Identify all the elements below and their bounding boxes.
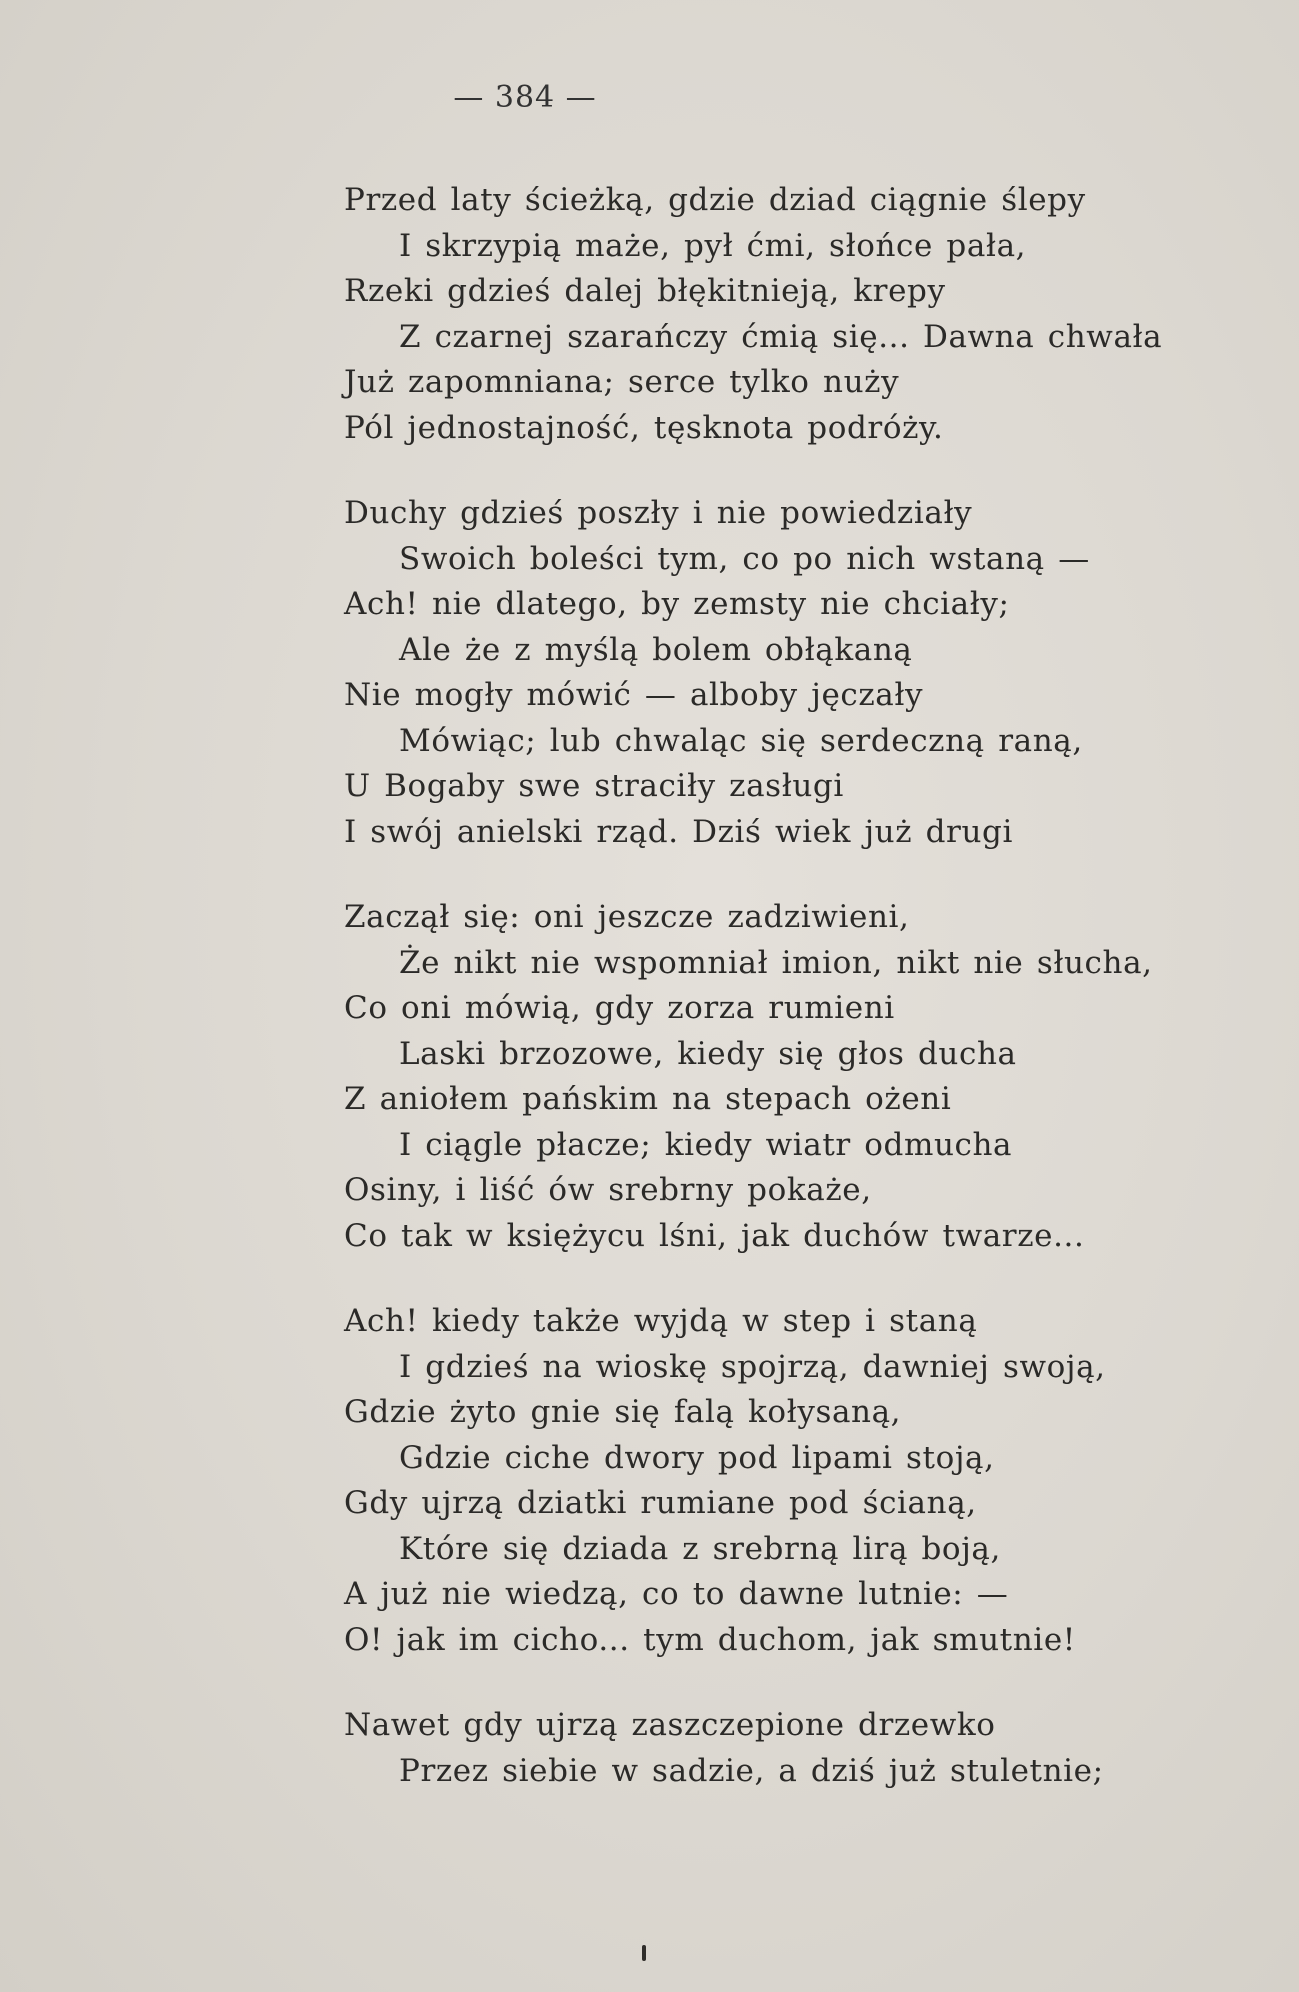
verse-line: Swoich boleści tym, co po nich wstaną —	[399, 540, 1090, 577]
stanza	[344, 1703, 1284, 1794]
stanza	[344, 178, 1284, 451]
page-number: — 384 —	[453, 80, 597, 115]
verse-line: Ach! nie dlatego, by zemsty nie chciały;	[344, 586, 1010, 622]
stanza	[344, 895, 1284, 1259]
verse-line: Pól jednostajność, tęsknota podróży.	[344, 409, 944, 446]
verse-line: Że nikt nie wspomniał imion, nikt nie słucha,	[399, 944, 1153, 981]
verse-line: Które się dziada z srebrną lirą boją,	[399, 1530, 1001, 1567]
verse-line: Nawet gdy ujrzą zaszczepione drzewko	[344, 1707, 996, 1743]
printer-mark	[642, 1945, 646, 1961]
verse-line: Gdzie żyto gnie się falą kołysaną,	[344, 1394, 902, 1430]
verse-line: I skrzypią maże, pył ćmi, słońce pała,	[399, 227, 1027, 264]
verse-line: Nie mogły mówić — alboby jęczały	[344, 677, 924, 713]
verse-line: Z aniołem pańskim na stepach ożeni	[344, 1081, 952, 1117]
verse-line: Z czarnej szarańczy ćmią się... Dawna chwała	[399, 318, 1163, 355]
verse-line: Osiny, i liść ów srebrny pokaże,	[344, 1172, 872, 1208]
verse-line: Mówiąc; lub chwaląc się serdeczną raną,	[399, 722, 1083, 759]
verse-line: I ciągle płacze; kiedy wiatr odmucha	[399, 1126, 1013, 1163]
verse-line: Już zapomniana; serce tylko nuży	[344, 364, 900, 400]
verse-line: Duchy gdzieś poszły i nie powiedziały	[344, 495, 973, 531]
verse-line: I gdzieś na wioskę spojrzą, dawniej swoją,	[399, 1348, 1106, 1385]
verse-line: U Bogaby swe straciły zasługi	[344, 768, 844, 804]
verse-line: Co tak w księżycu lśni, jak duchów twarze...	[344, 1217, 1085, 1254]
verse-line: Gdzie ciche dwory pod lipami stoją,	[399, 1439, 995, 1476]
verse-line: O! jak im cicho... tym duchom, jak smutnie!	[344, 1621, 1076, 1658]
verse-line: Gdy ujrzą dziatki rumiane pod ścianą,	[344, 1485, 977, 1521]
verse-line: Laski brzozowe, kiedy się głos ducha	[399, 1035, 1017, 1072]
stanza	[344, 1299, 1284, 1663]
stanza	[344, 491, 1284, 855]
poem-body	[344, 178, 1284, 1794]
verse-line: Przed laty ścieżką, gdzie dziad ciągnie ślepy	[344, 182, 1086, 218]
verse-line: I swój anielski rząd. Dziś wiek już drugi	[344, 813, 1013, 850]
verse-line: A już nie wiedzą, co to dawne lutnie: —	[344, 1576, 1009, 1612]
verse-line: Zaczął się: oni jeszcze zadziwieni,	[344, 899, 910, 935]
verse-line: Ale że z myślą bolem obłąkaną	[399, 631, 913, 668]
verse-line: Ach! kiedy także wyjdą w step i staną	[344, 1303, 978, 1339]
verse-line: Co oni mówią, gdy zorza rumieni	[344, 990, 895, 1026]
verse-line: Rzeki gdzieś dalej błękitnieją, krepy	[344, 273, 946, 309]
verse-line: Przez siebie w sadzie, a dziś już stuletnie;	[399, 1752, 1104, 1789]
